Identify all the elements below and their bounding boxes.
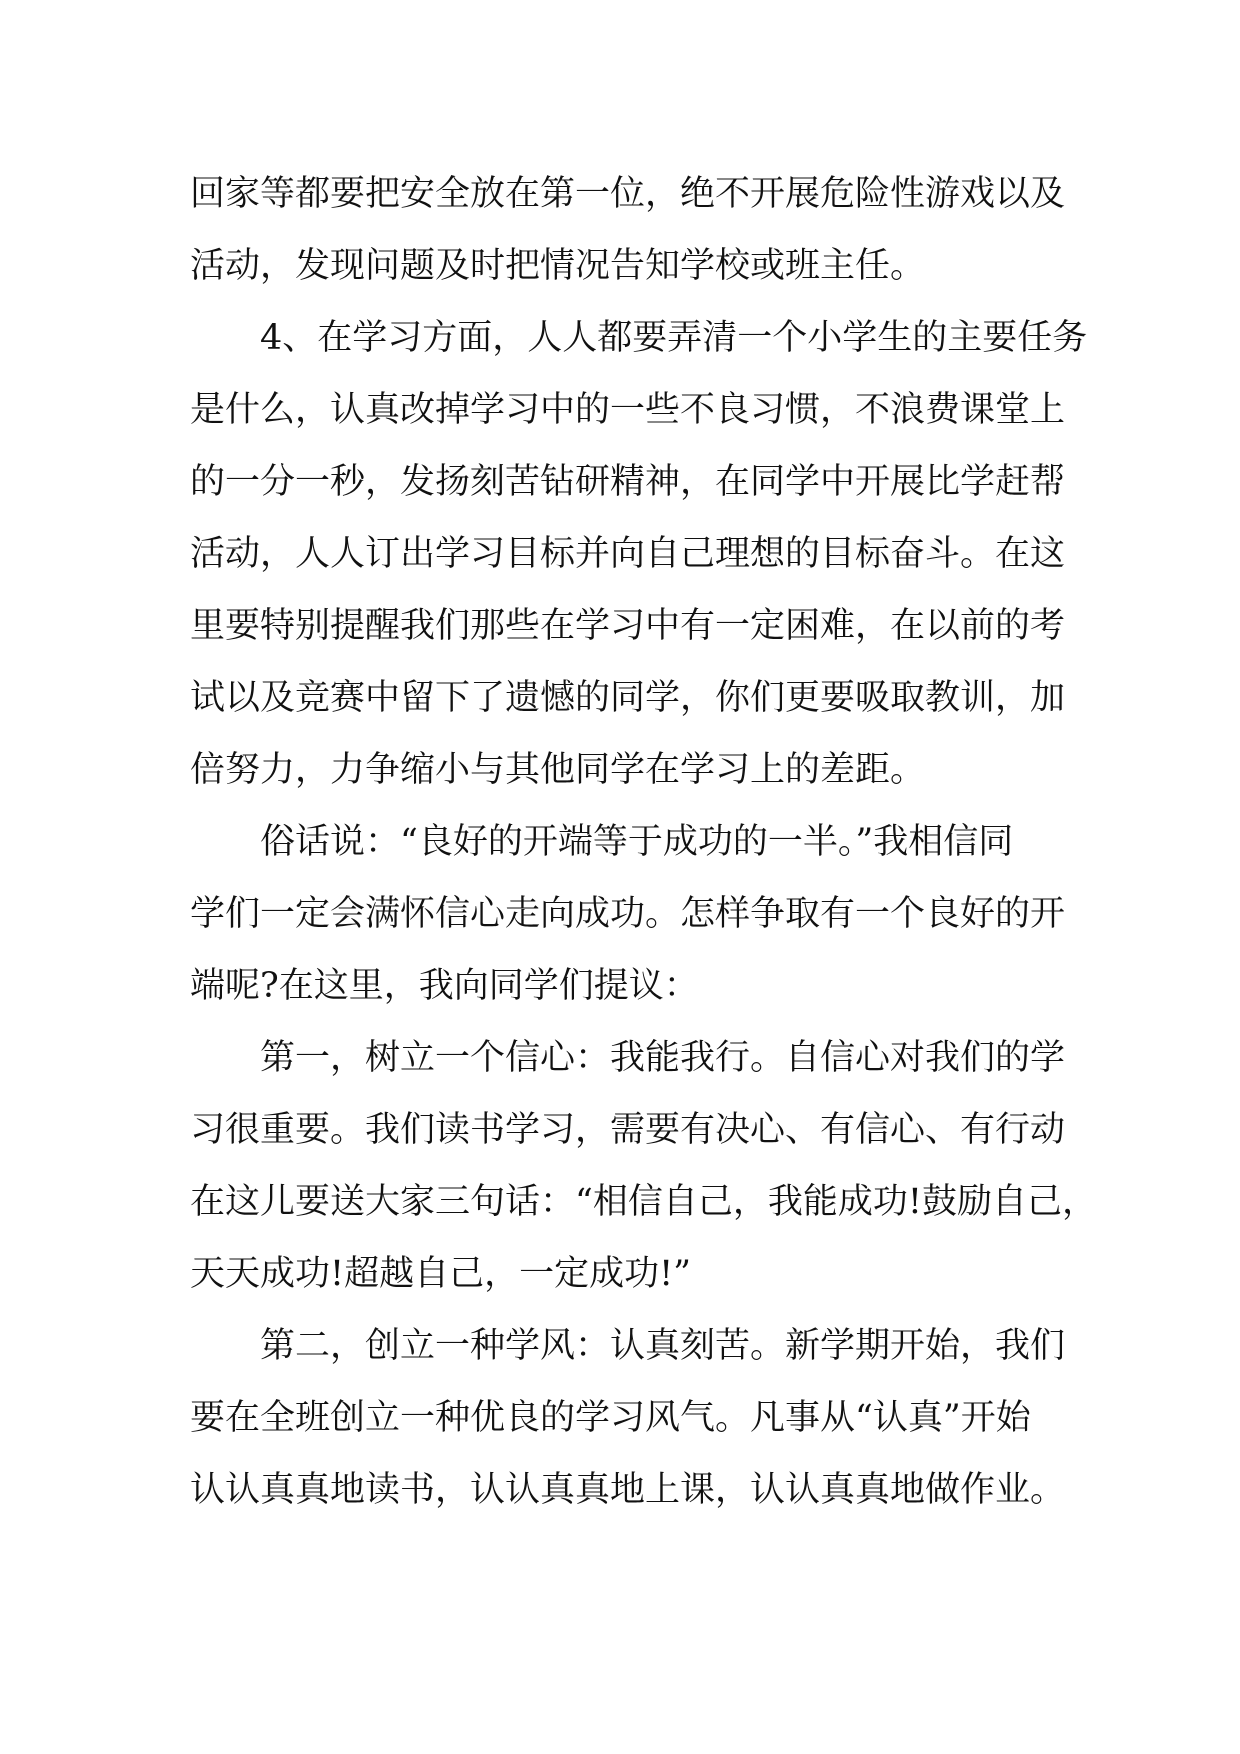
paragraph-start-line: 4、在学习方面，人人都要弄清一个小学生的主要任务 [260,318,1088,358]
text-line: 活动，人人订出学习目标并向自己理想的目标奋斗。在这 [190,534,1066,574]
text-line: 倍努力，力争缩小与其他同学在学习上的差距。 [190,750,926,790]
text-line: 在这儿要送大家三句话：“相信自己，我能成功!鼓励自己， [190,1182,1097,1222]
paragraph-start-line: 俗话说：“良好的开端等于成功的一半。”我相信同 [260,822,1014,862]
text-line: 的一分一秒，发扬刻苦钻研精神，在同学中开展比学赶帮 [190,462,1066,502]
paragraph-start-line: 第二，创立一种学风：认真刻苦。新学期开始，我们 [260,1326,1066,1366]
text-line: 活动，发现问题及时把情况告知学校或班主任。 [190,246,926,286]
text-line: 天天成功!超越自己，一定成功!” [190,1254,692,1294]
text-line: 学们一定会满怀信心走向成功。怎样争取有一个良好的开 [190,894,1066,934]
text-line: 要在全班创立一种优良的学习风气。凡事从“认真”开始 [190,1398,1031,1438]
text-line: 试以及竞赛中留下了遗憾的同学，你们更要吸取教训，加 [190,678,1066,718]
text-line: 是什么，认真改掉学习中的一些不良习惯，不浪费课堂上 [190,390,1066,430]
text-line: 里要特别提醒我们那些在学习中有一定困难，在以前的考 [190,606,1066,646]
text-line: 认认真真地读书，认认真真地上课，认认真真地做作业。 [190,1470,1066,1510]
text-line: 回家等都要把安全放在第一位，绝不开展危险性游戏以及 [190,174,1066,214]
document-body [190,158,1097,1526]
text-line: 端呢?在这里，我向同学们提议： [190,966,699,1006]
text-line: 习很重要。我们读书学习，需要有决心、有信心、有行动 [190,1110,1066,1150]
paragraph-start-line: 第一，树立一个信心：我能我行。自信心对我们的学 [260,1038,1066,1078]
